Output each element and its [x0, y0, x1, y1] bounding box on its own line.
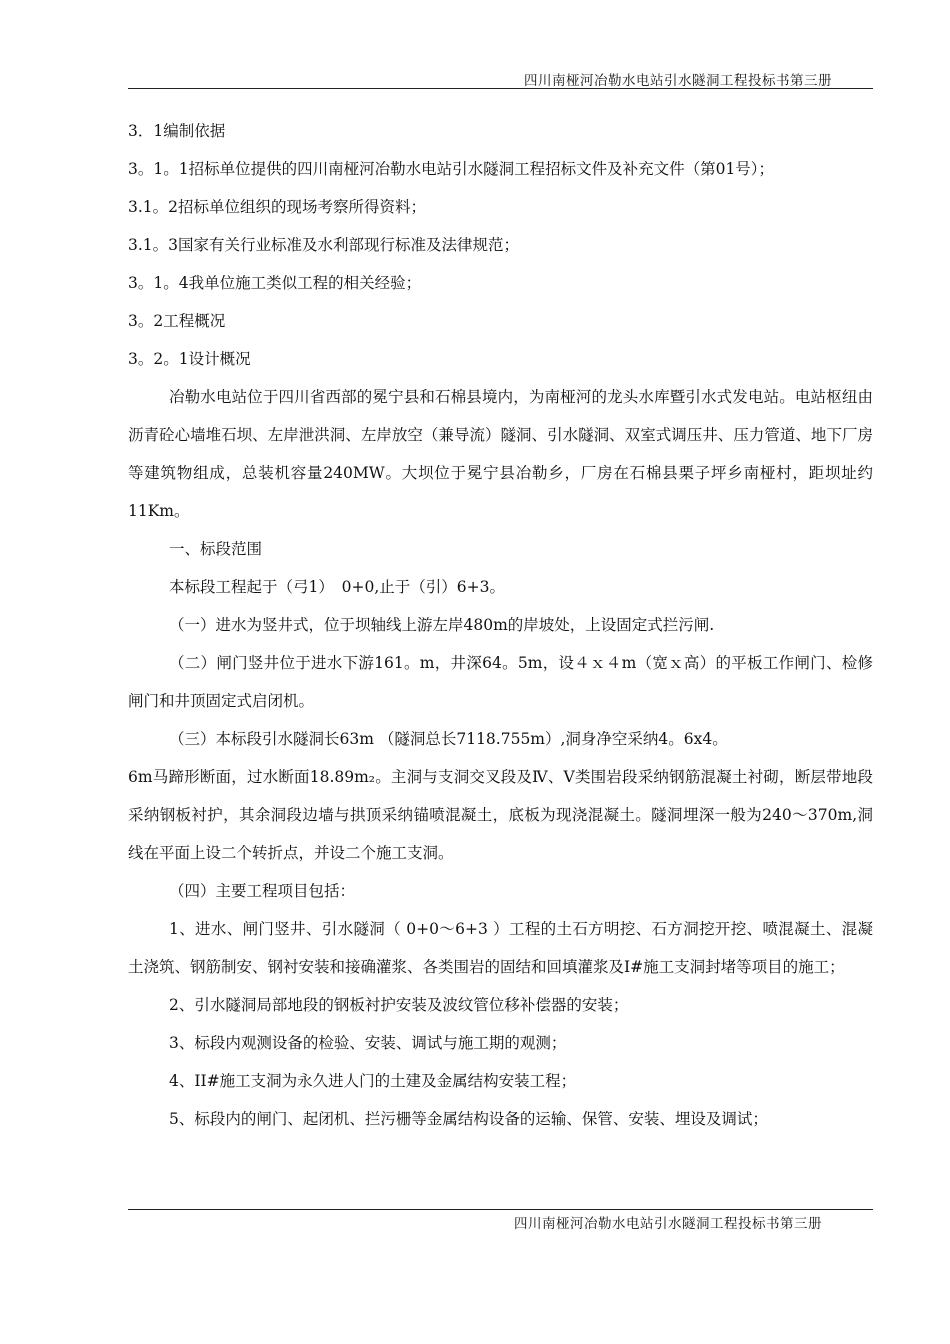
list-item-3: 3、标段内观测设备的检验、安装、调试与施工期的观测； — [169, 1034, 567, 1052]
paragraph-item-1: （一）进水为竖井式，位于坝轴线上游左岸480m的岸坡处，上设固定式拦污闸. — [169, 616, 715, 634]
page-header-title: 四川南桠河冶勒水电站引水隧洞工程投标书第三册 — [524, 73, 832, 89]
page-footer-title: 四川南桠河冶勒水电站引水隧洞工程投标书第三册 — [514, 1216, 822, 1232]
paragraph-item-3-continued: 6m马蹄形断面，过水断面18.89m₂。主洞与支洞交叉段及Ⅳ、Ⅴ类围岩段采纳钢筋混凝土衬砌，断层带地段采纳钢板衬护，其余洞段边墙与拱顶采纳锚喷混凝土，底板为现浇混凝土。隧洞埋深一般为240〜370m,洞线在平面上设二个转折点，并设二个施工支洞。 — [128, 768, 873, 862]
section-heading-3-2-1: 3。2。1设计概况 — [128, 350, 251, 368]
subheading-scope: 一、标段范围 — [169, 540, 263, 558]
document-body — [128, 112, 873, 1138]
paragraph-3-1-1: 3。1。1招标单位提供的四川南桠河冶勒水电站引水隧洞工程招标文件及补充文件（第01号）； — [128, 160, 775, 178]
paragraph-design-overview: 冶勒水电站位于四川省西部的冕宁县和石棉县境内，为南桠河的龙头水库暨引水式发电站。电站枢纽由沥青砼心墙堆石坝、左岸泄洪洞、左岸放空（兼导流）隧洞、引水隧洞、双室式调压井、压力管道、地下厂房等建筑物组成，总装机容量240MW。大坝位于冕宁县冶勒乡，厂房在石棉县栗子坪乡南桠村，距坝址约11Km。 — [128, 388, 873, 520]
section-heading-3-1: 3．1编制依据 — [128, 122, 226, 140]
list-item-5: 5、标段内的闸门、起闭机、拦污栅等金属结构设备的运输、保管、安装、埋设及调试； — [169, 1110, 768, 1128]
header-divider — [128, 88, 873, 89]
paragraph-item-2: （二）闸门竖井位于进水下游161。m，井深64。5m，设４ｘ４m（宽ｘ高）的平板工作闸门、检修闸门和井顶固定式启闭机。 — [128, 654, 873, 710]
paragraph-scope-range: 本标段工程起于（弓1） 0+0,止于（引）6+3。 — [169, 578, 505, 596]
section-heading-3-2: 3。2工程概况 — [128, 312, 226, 330]
paragraph-item-3-first-line: （三）本标段引水隧洞长63m （隧洞总长7118.755m）,洞身净空采纳4。6x4。 — [169, 730, 728, 748]
list-item-4: 4、II#施工支洞为永久进人门的土建及金属结构安装工程； — [169, 1072, 577, 1090]
paragraph-3-1-4: 3。1。4我单位施工类似工程的相关经验； — [128, 274, 422, 292]
footer-divider — [128, 1209, 873, 1210]
paragraph-3-1-3: 3.1。3国家有关行业标准及水利部现行标准及法律规范； — [128, 236, 520, 254]
paragraph-item-4-heading: （四）主要工程项目包括： — [169, 882, 356, 900]
list-item-2: 2、引水隧洞局部地段的钢板衬护安装及波纹管位移补偿器的安装； — [169, 996, 629, 1014]
paragraph-3-1-2: 3.1。2招标单位组织的现场考察所得资料； — [128, 198, 427, 216]
list-item-1: 1、进水、闸门竖井、引水隧洞（ 0+0〜6+3 ）工程的土石方明挖、石方洞挖开挖、喷混凝土、混凝土浇筑、钢筋制安、钢衬安装和接确灌浆、各类围岩的固结和回填灌浆及I#施工支洞封堵等项目的施工； — [128, 920, 873, 976]
